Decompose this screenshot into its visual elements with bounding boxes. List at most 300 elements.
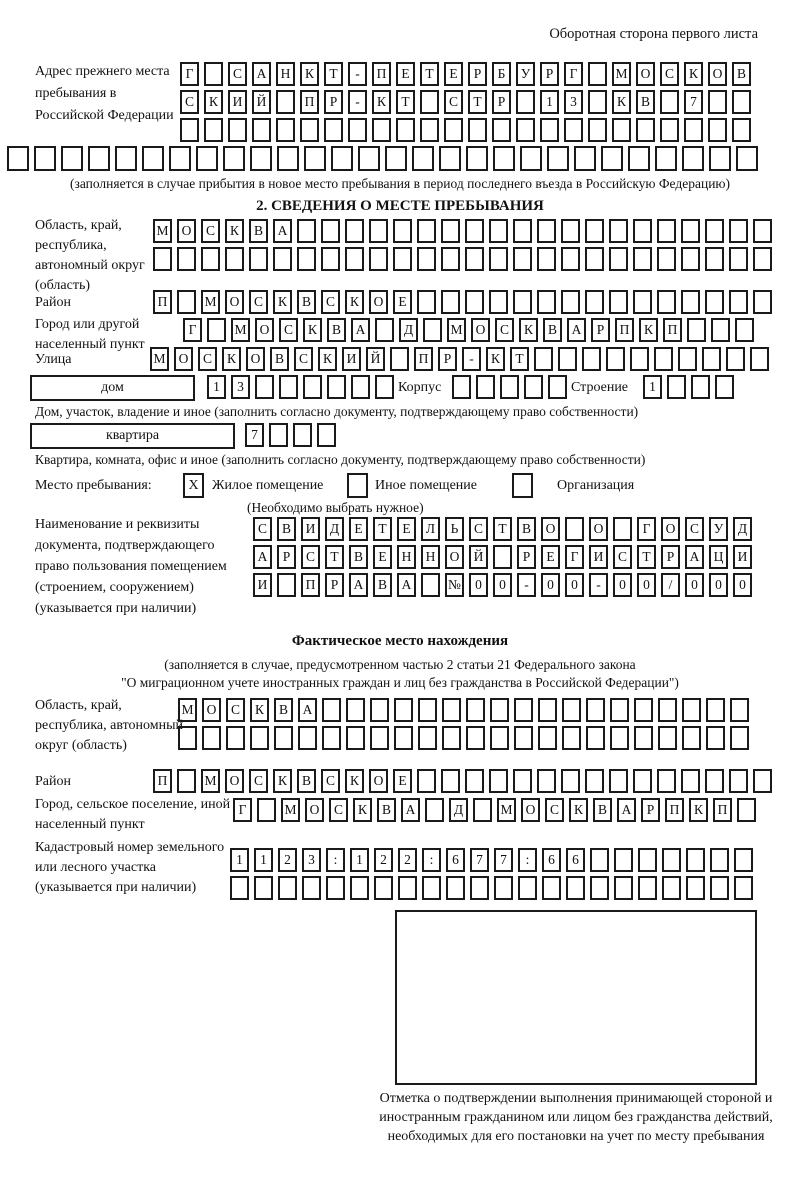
form-cell[interactable]	[441, 769, 460, 793]
form-cell[interactable]	[345, 247, 364, 271]
form-cell[interactable]: В	[297, 290, 316, 314]
form-cell[interactable]: :	[518, 848, 537, 872]
form-cell[interactable]: А	[273, 219, 292, 243]
form-cell[interactable]	[385, 146, 407, 171]
form-cell[interactable]: Р	[492, 90, 511, 114]
form-cell[interactable]	[705, 247, 724, 271]
form-cell[interactable]: Р	[277, 545, 296, 569]
form-cell[interactable]: А	[401, 798, 420, 822]
form-cell[interactable]: А	[685, 545, 704, 569]
form-cell[interactable]: П	[615, 318, 634, 342]
form-cell[interactable]	[394, 698, 413, 722]
form-cell[interactable]: С	[321, 290, 340, 314]
form-cell[interactable]	[588, 118, 607, 142]
form-cell[interactable]	[375, 375, 394, 399]
form-cell[interactable]: 2	[398, 848, 417, 872]
form-cell[interactable]: №	[445, 573, 464, 597]
form-cell[interactable]	[466, 726, 485, 750]
form-cell[interactable]: В	[274, 698, 293, 722]
form-cell[interactable]: С	[613, 545, 632, 569]
form-cell[interactable]	[177, 769, 196, 793]
form-cell[interactable]	[582, 347, 601, 371]
form-cell[interactable]: М	[497, 798, 516, 822]
form-cell[interactable]: В	[349, 545, 368, 569]
form-cell[interactable]: В	[732, 62, 751, 86]
form-cell[interactable]: 1	[230, 848, 249, 872]
form-cell[interactable]	[412, 146, 434, 171]
form-cell[interactable]	[394, 726, 413, 750]
form-cell[interactable]	[662, 876, 681, 900]
form-cell[interactable]	[636, 118, 655, 142]
form-cell[interactable]: М	[201, 769, 220, 793]
form-cell[interactable]: -	[462, 347, 481, 371]
form-cell[interactable]	[590, 848, 609, 872]
form-cell[interactable]: В	[543, 318, 562, 342]
form-cell[interactable]: Е	[393, 769, 412, 793]
form-cell[interactable]	[417, 290, 436, 314]
form-cell[interactable]	[441, 247, 460, 271]
form-cell[interactable]: С	[180, 90, 199, 114]
form-cell[interactable]	[465, 290, 484, 314]
form-cell[interactable]: Г	[183, 318, 202, 342]
form-cell[interactable]	[730, 698, 749, 722]
form-cell[interactable]	[514, 698, 533, 722]
form-cell[interactable]	[684, 118, 703, 142]
form-cell[interactable]	[634, 698, 653, 722]
form-cell[interactable]	[610, 726, 629, 750]
form-cell[interactable]	[302, 876, 321, 900]
inoe-checkbox[interactable]	[347, 473, 368, 498]
form-cell[interactable]	[732, 90, 751, 114]
form-cell[interactable]	[446, 876, 465, 900]
form-cell[interactable]	[585, 219, 604, 243]
form-cell[interactable]	[682, 146, 704, 171]
form-cell[interactable]	[574, 146, 596, 171]
form-cell[interactable]	[297, 247, 316, 271]
form-cell[interactable]: -	[348, 90, 367, 114]
form-cell[interactable]	[660, 90, 679, 114]
form-cell[interactable]: 0	[613, 573, 632, 597]
form-cell[interactable]: К	[318, 347, 337, 371]
form-cell[interactable]	[398, 876, 417, 900]
form-cell[interactable]: -	[348, 62, 367, 86]
form-cell[interactable]	[346, 726, 365, 750]
form-cell[interactable]: А	[298, 698, 317, 722]
form-cell[interactable]	[538, 698, 557, 722]
form-cell[interactable]: -	[517, 573, 536, 597]
form-cell[interactable]	[494, 876, 513, 900]
form-cell[interactable]	[142, 146, 164, 171]
form-cell[interactable]	[613, 517, 632, 541]
form-cell[interactable]	[207, 318, 226, 342]
form-cell[interactable]	[370, 726, 389, 750]
form-cell[interactable]: Т	[396, 90, 415, 114]
form-cell[interactable]	[540, 118, 559, 142]
form-cell[interactable]	[547, 146, 569, 171]
form-cell[interactable]: О	[541, 517, 560, 541]
form-cell[interactable]: И	[253, 573, 272, 597]
form-cell[interactable]	[566, 876, 585, 900]
form-cell[interactable]	[196, 146, 218, 171]
form-cell[interactable]: 1	[254, 848, 273, 872]
form-cell[interactable]: Е	[397, 517, 416, 541]
form-cell[interactable]	[729, 219, 748, 243]
form-cell[interactable]	[705, 290, 724, 314]
form-cell[interactable]	[418, 698, 437, 722]
form-cell[interactable]: О	[177, 219, 196, 243]
form-cell[interactable]	[753, 219, 772, 243]
form-cell[interactable]	[61, 146, 83, 171]
form-cell[interactable]: 2	[374, 848, 393, 872]
form-cell[interactable]	[628, 146, 650, 171]
form-cell[interactable]: 0	[541, 573, 560, 597]
form-cell[interactable]	[729, 247, 748, 271]
form-cell[interactable]	[614, 876, 633, 900]
form-cell[interactable]: :	[422, 848, 441, 872]
form-cell[interactable]	[153, 247, 172, 271]
form-cell[interactable]: М	[447, 318, 466, 342]
form-cell[interactable]: Ь	[445, 517, 464, 541]
form-cell[interactable]	[489, 769, 508, 793]
form-cell[interactable]: Й	[366, 347, 385, 371]
form-cell[interactable]: К	[222, 347, 241, 371]
form-cell[interactable]: О	[305, 798, 324, 822]
form-cell[interactable]: В	[373, 573, 392, 597]
form-cell[interactable]: Н	[421, 545, 440, 569]
form-cell[interactable]	[638, 848, 657, 872]
form-cell[interactable]	[658, 698, 677, 722]
form-cell[interactable]: С	[444, 90, 463, 114]
form-cell[interactable]: Й	[469, 545, 488, 569]
form-cell[interactable]: 1	[540, 90, 559, 114]
form-cell[interactable]: А	[617, 798, 636, 822]
form-cell[interactable]	[276, 118, 295, 142]
form-cell[interactable]: 7	[684, 90, 703, 114]
form-cell[interactable]: Т	[637, 545, 656, 569]
form-cell[interactable]	[230, 876, 249, 900]
form-cell[interactable]	[303, 375, 322, 399]
form-cell[interactable]	[396, 118, 415, 142]
form-cell[interactable]: Т	[510, 347, 529, 371]
form-cell[interactable]	[374, 876, 393, 900]
form-cell[interactable]: П	[300, 90, 319, 114]
form-cell[interactable]	[470, 876, 489, 900]
form-cell[interactable]	[489, 290, 508, 314]
form-cell[interactable]: С	[321, 769, 340, 793]
form-cell[interactable]	[537, 769, 556, 793]
form-cell[interactable]	[750, 347, 769, 371]
form-cell[interactable]	[542, 876, 561, 900]
form-cell[interactable]	[297, 219, 316, 243]
form-cell[interactable]: О	[225, 769, 244, 793]
form-cell[interactable]: 0	[493, 573, 512, 597]
form-cell[interactable]	[657, 219, 676, 243]
form-cell[interactable]: С	[685, 517, 704, 541]
form-cell[interactable]	[558, 347, 577, 371]
form-cell[interactable]	[588, 90, 607, 114]
form-cell[interactable]: К	[273, 290, 292, 314]
form-cell[interactable]: К	[639, 318, 658, 342]
form-cell[interactable]	[466, 698, 485, 722]
form-cell[interactable]	[348, 118, 367, 142]
form-cell[interactable]: О	[255, 318, 274, 342]
form-cell[interactable]: Е	[349, 517, 368, 541]
form-cell[interactable]	[423, 318, 442, 342]
form-cell[interactable]	[298, 726, 317, 750]
form-cell[interactable]: С	[545, 798, 564, 822]
form-cell[interactable]	[686, 876, 705, 900]
form-cell[interactable]: Р	[591, 318, 610, 342]
form-cell[interactable]	[204, 62, 223, 86]
form-cell[interactable]	[331, 146, 353, 171]
form-cell[interactable]	[465, 247, 484, 271]
form-cell[interactable]: Д	[325, 517, 344, 541]
form-cell[interactable]	[439, 146, 461, 171]
form-cell[interactable]: 3	[231, 375, 250, 399]
form-cell[interactable]	[654, 347, 673, 371]
form-cell[interactable]	[417, 219, 436, 243]
form-cell[interactable]	[585, 247, 604, 271]
form-cell[interactable]: В	[297, 769, 316, 793]
form-cell[interactable]	[321, 247, 340, 271]
form-cell[interactable]	[420, 90, 439, 114]
form-cell[interactable]	[667, 375, 686, 399]
form-cell[interactable]: И	[301, 517, 320, 541]
form-cell[interactable]	[324, 118, 343, 142]
form-cell[interactable]: 6	[542, 848, 561, 872]
form-cell[interactable]: Е	[373, 545, 392, 569]
form-cell[interactable]	[660, 118, 679, 142]
form-cell[interactable]	[734, 848, 753, 872]
form-cell[interactable]	[706, 698, 725, 722]
form-cell[interactable]: 0	[565, 573, 584, 597]
form-cell[interactable]	[710, 848, 729, 872]
form-cell[interactable]	[732, 118, 751, 142]
form-cell[interactable]	[633, 247, 652, 271]
form-cell[interactable]: Б	[492, 62, 511, 86]
form-cell[interactable]: П	[665, 798, 684, 822]
form-cell[interactable]	[417, 769, 436, 793]
form-cell[interactable]: А	[351, 318, 370, 342]
form-cell[interactable]: В	[517, 517, 536, 541]
form-cell[interactable]	[686, 848, 705, 872]
form-cell[interactable]	[638, 876, 657, 900]
form-cell[interactable]	[634, 726, 653, 750]
form-cell[interactable]	[534, 347, 553, 371]
form-cell[interactable]: И	[228, 90, 247, 114]
form-cell[interactable]: Р	[517, 545, 536, 569]
form-cell[interactable]	[681, 290, 700, 314]
form-cell[interactable]: Т	[493, 517, 512, 541]
form-cell[interactable]	[633, 219, 652, 243]
form-cell[interactable]	[710, 876, 729, 900]
form-cell[interactable]: К	[684, 62, 703, 86]
form-cell[interactable]	[537, 219, 556, 243]
form-cell[interactable]: П	[301, 573, 320, 597]
form-cell[interactable]: Р	[540, 62, 559, 86]
form-cell[interactable]: 7	[245, 423, 264, 447]
form-cell[interactable]	[538, 726, 557, 750]
form-cell[interactable]	[753, 290, 772, 314]
form-cell[interactable]	[729, 769, 748, 793]
form-cell[interactable]	[273, 247, 292, 271]
form-cell[interactable]	[736, 146, 758, 171]
form-cell[interactable]	[633, 290, 652, 314]
form-cell[interactable]	[442, 726, 461, 750]
form-cell[interactable]: 1	[643, 375, 662, 399]
form-cell[interactable]: К	[204, 90, 223, 114]
form-cell[interactable]	[711, 318, 730, 342]
form-cell[interactable]: 7	[470, 848, 489, 872]
form-cell[interactable]	[655, 146, 677, 171]
form-cell[interactable]: В	[249, 219, 268, 243]
form-cell[interactable]: В	[277, 517, 296, 541]
form-cell[interactable]	[561, 247, 580, 271]
form-cell[interactable]	[252, 118, 271, 142]
form-cell[interactable]: Р	[324, 90, 343, 114]
form-cell[interactable]: К	[353, 798, 372, 822]
form-cell[interactable]	[585, 769, 604, 793]
form-cell[interactable]	[561, 290, 580, 314]
form-cell[interactable]: К	[372, 90, 391, 114]
form-cell[interactable]: 1	[207, 375, 226, 399]
form-cell[interactable]	[606, 347, 625, 371]
form-cell[interactable]: У	[709, 517, 728, 541]
form-cell[interactable]: И	[342, 347, 361, 371]
form-cell[interactable]: В	[377, 798, 396, 822]
form-cell[interactable]	[609, 219, 628, 243]
form-cell[interactable]	[561, 769, 580, 793]
form-cell[interactable]	[250, 726, 269, 750]
form-cell[interactable]: Н	[397, 545, 416, 569]
form-cell[interactable]: Р	[661, 545, 680, 569]
form-cell[interactable]	[442, 698, 461, 722]
form-cell[interactable]	[753, 769, 772, 793]
form-cell[interactable]: Т	[373, 517, 392, 541]
form-cell[interactable]: О	[174, 347, 193, 371]
form-cell[interactable]: М	[281, 798, 300, 822]
form-cell[interactable]: С	[279, 318, 298, 342]
form-cell[interactable]: Й	[252, 90, 271, 114]
form-cell[interactable]	[441, 290, 460, 314]
form-cell[interactable]	[513, 290, 532, 314]
form-cell[interactable]	[304, 146, 326, 171]
form-cell[interactable]: 2	[278, 848, 297, 872]
form-cell[interactable]: О	[589, 517, 608, 541]
form-cell[interactable]: Т	[420, 62, 439, 86]
form-cell[interactable]	[633, 769, 652, 793]
form-cell[interactable]	[180, 118, 199, 142]
form-cell[interactable]: 6	[566, 848, 585, 872]
form-cell[interactable]	[277, 146, 299, 171]
form-cell[interactable]	[493, 545, 512, 569]
form-cell[interactable]	[524, 375, 543, 399]
form-cell[interactable]	[452, 375, 471, 399]
form-cell[interactable]	[421, 573, 440, 597]
form-cell[interactable]: 0	[733, 573, 752, 597]
form-cell[interactable]: 0	[709, 573, 728, 597]
form-cell[interactable]: Е	[393, 290, 412, 314]
form-cell[interactable]	[228, 118, 247, 142]
form-cell[interactable]	[249, 247, 268, 271]
form-cell[interactable]	[293, 423, 312, 447]
form-cell[interactable]	[730, 726, 749, 750]
form-cell[interactable]: Р	[438, 347, 457, 371]
form-cell[interactable]: Г	[565, 545, 584, 569]
form-cell[interactable]	[201, 247, 220, 271]
form-cell[interactable]	[370, 698, 389, 722]
form-cell[interactable]	[417, 247, 436, 271]
form-cell[interactable]	[537, 247, 556, 271]
form-cell[interactable]	[466, 146, 488, 171]
form-cell[interactable]	[513, 219, 532, 243]
zhiloe-checkbox[interactable]: X	[183, 473, 204, 498]
form-cell[interactable]	[562, 698, 581, 722]
form-cell[interactable]	[390, 347, 409, 371]
form-cell[interactable]	[709, 146, 731, 171]
form-cell[interactable]: О	[369, 290, 388, 314]
form-cell[interactable]	[177, 247, 196, 271]
form-cell[interactable]: В	[636, 90, 655, 114]
form-cell[interactable]: М	[231, 318, 250, 342]
form-cell[interactable]	[657, 290, 676, 314]
form-cell[interactable]	[493, 146, 515, 171]
form-cell[interactable]: С	[226, 698, 245, 722]
form-cell[interactable]: П	[372, 62, 391, 86]
form-cell[interactable]	[422, 876, 441, 900]
form-cell[interactable]: М	[150, 347, 169, 371]
form-cell[interactable]	[630, 347, 649, 371]
form-cell[interactable]	[255, 375, 274, 399]
form-cell[interactable]: Р	[468, 62, 487, 86]
form-cell[interactable]	[369, 219, 388, 243]
form-cell[interactable]: Л	[421, 517, 440, 541]
form-cell[interactable]: К	[250, 698, 269, 722]
form-cell[interactable]: С	[249, 290, 268, 314]
form-cell[interactable]	[492, 118, 511, 142]
form-cell[interactable]	[278, 876, 297, 900]
form-cell[interactable]	[729, 290, 748, 314]
form-cell[interactable]: Т	[325, 545, 344, 569]
form-cell[interactable]	[476, 375, 495, 399]
form-cell[interactable]: К	[303, 318, 322, 342]
form-cell[interactable]: 3	[302, 848, 321, 872]
form-cell[interactable]: И	[733, 545, 752, 569]
form-cell[interactable]	[518, 876, 537, 900]
form-cell[interactable]	[177, 290, 196, 314]
form-cell[interactable]: 0	[685, 573, 704, 597]
form-cell[interactable]	[489, 247, 508, 271]
form-cell[interactable]	[562, 726, 581, 750]
form-cell[interactable]	[753, 247, 772, 271]
form-cell[interactable]	[586, 726, 605, 750]
form-cell[interactable]	[444, 118, 463, 142]
form-cell[interactable]	[393, 247, 412, 271]
form-cell[interactable]: 1	[350, 848, 369, 872]
form-cell[interactable]: О	[445, 545, 464, 569]
form-cell[interactable]: П	[153, 290, 172, 314]
form-cell[interactable]	[350, 876, 369, 900]
form-cell[interactable]: К	[273, 769, 292, 793]
form-cell[interactable]: М	[201, 290, 220, 314]
form-cell[interactable]	[726, 347, 745, 371]
form-cell[interactable]	[375, 318, 394, 342]
form-cell[interactable]: Е	[541, 545, 560, 569]
form-cell[interactable]: О	[708, 62, 727, 86]
form-cell[interactable]	[257, 798, 276, 822]
form-cell[interactable]	[708, 118, 727, 142]
form-cell[interactable]: Ц	[709, 545, 728, 569]
